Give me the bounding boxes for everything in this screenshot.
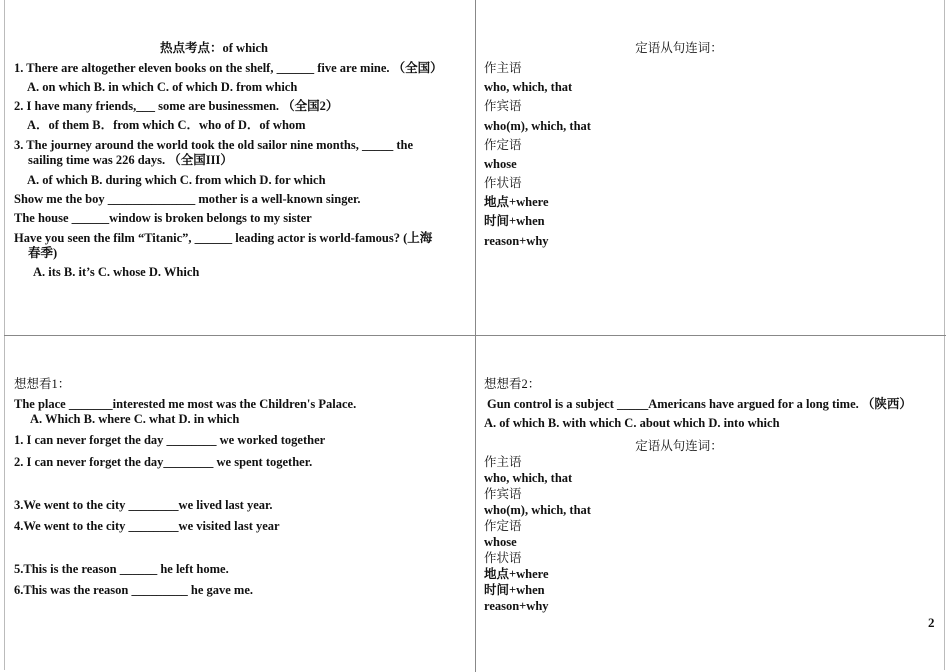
q1-line: The house ______window is broken belongs to my sister bbox=[14, 211, 312, 225]
q2-line: 作宾语 bbox=[484, 99, 522, 113]
q4-line: Gun control is a subject _____Americans have argued for a long time. （陕西） bbox=[487, 397, 912, 411]
q1-title: 热点考点：of which bbox=[160, 41, 268, 55]
q3-title: 想想看1： bbox=[14, 377, 71, 391]
q4-sub-line: 作主语 bbox=[484, 455, 522, 469]
q2-line: 作定语 bbox=[484, 138, 522, 152]
horizontal-divider bbox=[4, 335, 946, 336]
q2-line: 时间+when bbox=[484, 214, 545, 228]
q2-line: 地点+where bbox=[484, 195, 549, 209]
q4-sub-line: who, which, that bbox=[484, 471, 573, 485]
q1-line: Have you seen the film “Titanic”, ______ leading actor is world-famous? (上海 bbox=[14, 231, 433, 245]
q2-title: 定语从句连词： bbox=[635, 41, 723, 55]
q3-line: 3.We went to the city ________we lived last year. bbox=[14, 498, 273, 512]
q4-sub-line: 作状语 bbox=[484, 551, 522, 565]
q4-sub-line: who(m), which, that bbox=[484, 503, 591, 517]
vertical-divider bbox=[475, 0, 476, 672]
q3-line: 5.This is the reason ______ he left home. bbox=[14, 562, 229, 576]
page-number: 2 bbox=[928, 615, 935, 630]
q3-line: The place _______interested me most was the Children's Palace. bbox=[14, 397, 357, 411]
q2-line: 作主语 bbox=[484, 61, 522, 75]
q4-line: A. of which B. with which C. about which D. into which bbox=[484, 416, 780, 430]
q1-line: A．of them B．from which C．who of D．of whom bbox=[27, 118, 306, 132]
q3-line: 6.This was the reason _________ he gave me. bbox=[14, 583, 254, 597]
q4-sub-line: 作宾语 bbox=[484, 487, 522, 501]
q3-line: 2. I can never forget the day________ we spent together. bbox=[14, 455, 313, 469]
q3-line: 1. I can never forget the day ________ we worked together bbox=[14, 433, 326, 447]
q4-sub-title: 定语从句连词： bbox=[635, 439, 723, 453]
q4-sub-line: 地点+where bbox=[484, 567, 549, 581]
q1-line: Show me the boy ______________ mother is a well-known singer. bbox=[14, 192, 361, 206]
q3-line: 4.We went to the city ________we visited last year bbox=[14, 519, 280, 533]
q1-line: 春季) bbox=[28, 246, 58, 260]
q1-line: 2. I have many friends,___ some are businessmen. （全国2） bbox=[14, 99, 339, 113]
q4-sub-line: 时间+when bbox=[484, 583, 545, 597]
q1-line: A. on which B. in which C. of which D. from which bbox=[27, 80, 298, 94]
q2-line: reason+why bbox=[484, 234, 549, 248]
q1-line: A. of which B. during which C. from which D. for which bbox=[27, 173, 326, 187]
q1-line: 1. There are altogether eleven books on the shelf, ______ five are mine. （全国） bbox=[14, 61, 443, 75]
q4-sub-line: 作定语 bbox=[484, 519, 522, 533]
q2-line: 作状语 bbox=[484, 176, 522, 190]
q1-line: 3. The journey around the world took the old sailor nine months, _____ the bbox=[14, 138, 414, 152]
q4-title: 想想看2： bbox=[484, 377, 541, 391]
q2-line: whose bbox=[484, 157, 517, 171]
q1-line: A. its B. it’s C. whose D. Which bbox=[33, 265, 200, 279]
q4-sub-line: whose bbox=[484, 535, 517, 549]
q2-line: who, which, that bbox=[484, 80, 573, 94]
q4-sub-line: reason+why bbox=[484, 599, 549, 613]
q1-line: sailing time was 226 days. （全国III） bbox=[28, 153, 233, 167]
q3-line: A. Which B. where C. what D. in which bbox=[30, 412, 240, 426]
q2-line: who(m), which, that bbox=[484, 119, 591, 133]
